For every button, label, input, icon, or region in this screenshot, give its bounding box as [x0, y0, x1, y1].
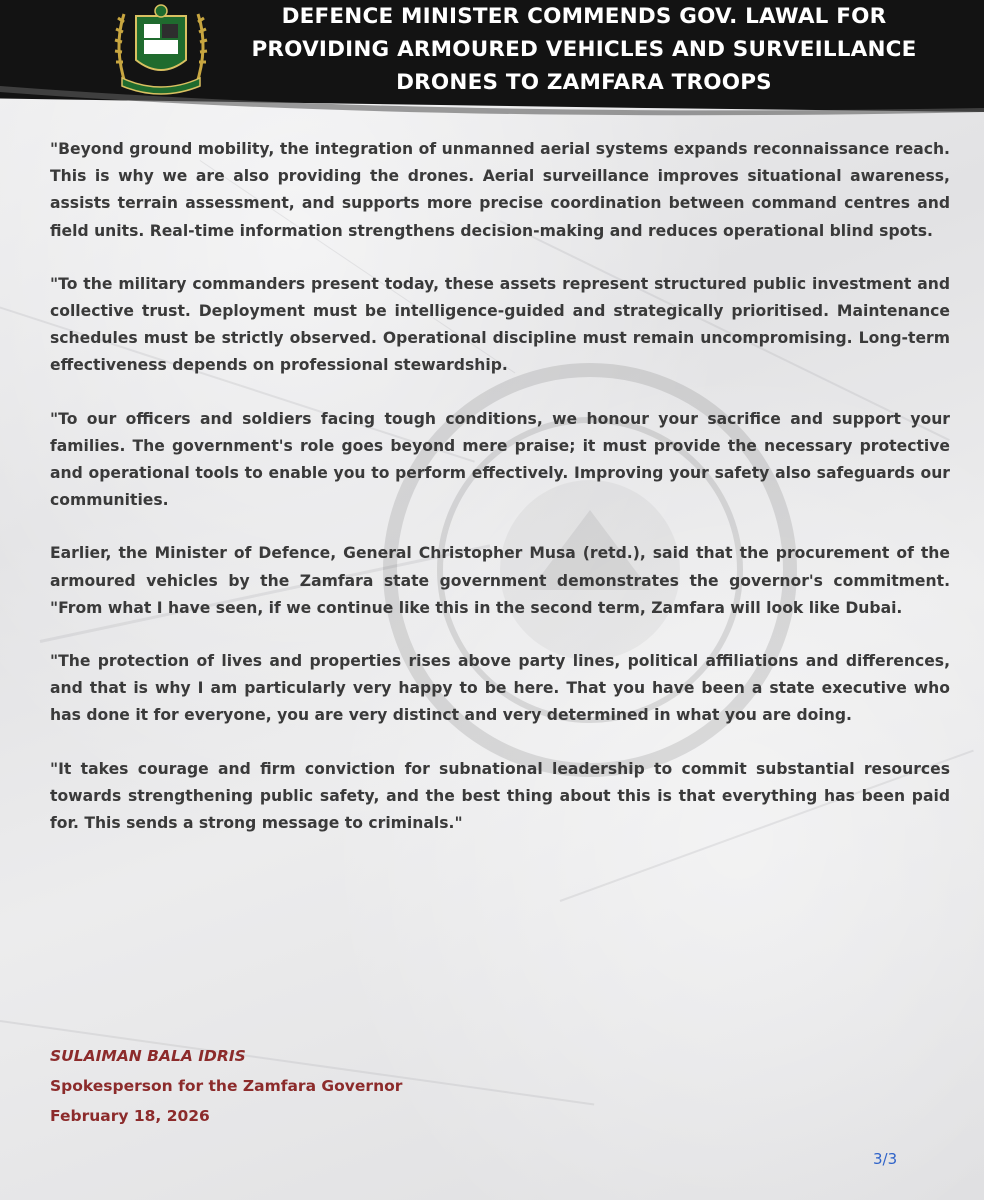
- paragraph-protection: "The protection of lives and properties rises above party lines, political affiliations and differences, and that is why I am particularly very happy to be here. That you have been a state executive who has done it for everyone, you are very distinct and very determined in what you are doing.: [50, 652, 950, 725]
- headline-line-3: DRONES TO ZAMFARA TROOPS: [396, 70, 772, 95]
- page-indicator: 3/3: [873, 1150, 898, 1168]
- signature-block: [50, 1041, 402, 1131]
- paragraph-minister: Earlier, the Minister of Defence, General Christopher Musa (retd.), said that the procurement of the armoured vehicles by the Zamfara state government demonstrates the governor's commitment. "From what I have seen, if we continue like this in the second term, Zamfara will look like Dubai.: [50, 544, 950, 617]
- headline-line-1: DEFENCE MINISTER COMMENDS GOV. LAWAL FOR: [281, 4, 887, 29]
- paragraph-courage: "It takes courage and firm conviction for subnational leadership to commit substantial resources towards strengthening public safety, and the best thing about this is that everything has been paid for. This sends a strong message to criminals.": [50, 759, 950, 833]
- state-coat-of-arms-icon: [108, 2, 214, 96]
- headline: [224, 0, 944, 99]
- headline-line-2: PROVIDING ARMOURED VEHICLES AND SURVEILLANCE: [251, 37, 917, 62]
- signatory-title: Spokesperson for the Zamfara Governor: [50, 1077, 403, 1095]
- paragraph-drones: "Beyond ground mobility, the integration of unmanned aerial systems expands reconnaissance reach. This is why we are also providing the drones. Aerial surveillance improves situational awareness, assists terrain assessment, and supports more precise coordination between command centres and field units. Real-time information strengthens decision-making and reduces operational blind spots.: [50, 140, 950, 240]
- paragraph-soldiers: "To our officers and soldiers facing tough conditions, we honour your sacrifice and support your families. The government's role goes beyond mere praise; it must provide the necessary protective and operational tools to enable you to perform effectively. Improving your safety also safeguards our communities.: [50, 409, 950, 510]
- article-body: [50, 136, 950, 863]
- signatory-name: SULAIMAN BALA IDRIS: [50, 1047, 246, 1065]
- release-date: February 18, 2026: [50, 1107, 210, 1125]
- paragraph-commanders: "To the military commanders present today, these assets represent structured public investment and collective trust. Deployment must be intelligence-guided and strategically prioritised. Maintenance schedules must be strictly observed. Operational discipline must remain uncompromising. Long-term effectiveness depends on professional stewardship.: [50, 274, 950, 375]
- header: [0, 0, 984, 114]
